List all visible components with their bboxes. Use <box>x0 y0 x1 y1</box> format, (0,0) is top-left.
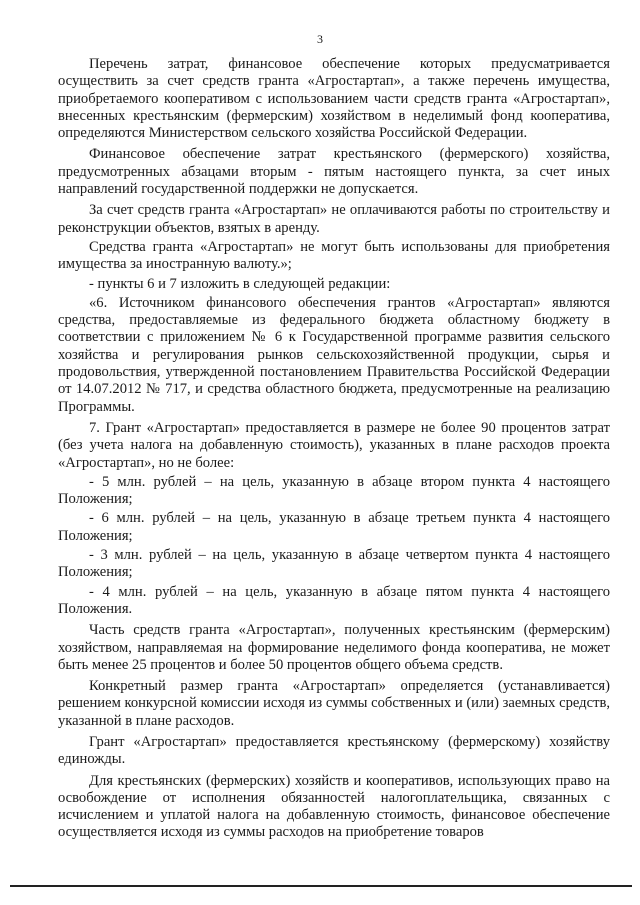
list-item-6-mln: - 6 млн. рублей – на цель, указанную в абзаце третьем пункта 4 настоящего Положения; <box>58 510 610 544</box>
page-number: 3 <box>317 32 323 46</box>
paragraph-indivisible-fund-share: Часть средств гранта «Агростартап», полученных крестьянским (фермерским) хозяйством, направляемая на формирование неделимого фонда кооператива, не может быть менее 25 процентов и более 50 процентов общего объема средств. <box>58 622 610 673</box>
paragraph-no-rented-construction: За счет средств гранта «Агростартап» не оплачиваются работы по строительству и реконструкции объектов, взятых в аренду. <box>58 202 610 236</box>
paragraph-vat-exemption: Для крестьянских (фермерских) хозяйств и кооперативов, использующих право на освобождение от исполнения обязанностей налогоплательщика, связанных с исчислением и уплатой налога на добавленную стоимость, финансовое обеспечение осуществляется исходя из суммы расходов на приобретение товаров <box>58 772 610 841</box>
paragraph-point-6-funding-source: «6. Источником финансового обеспечения грантов «Агростартап» являются средства, предоставляемые из федерального бюджета областному бюджету в соответствии с приложением № 6 к Государственной программе развития сельского хозяйства и регулирования рынков сельскохозяйственной продукции, сырья и продовольствия, утвержденной постановлением Правительства Российской Федерации от 14.07.2012 № 717, и средства областного бюджета, предусмотренные на реализацию Программы. <box>58 294 610 415</box>
paragraph-no-foreign-currency: Средства гранта «Агростартап» не могут быть использованы для приобретения имущества за иностранную валюту.»; <box>58 238 610 273</box>
paragraph-cost-list: Перечень затрат, финансовое обеспечение которых предусматривается осуществить за счет средств гранта «Агростартап», а также перечень имущества, приобретаемого кооперативом с использованием части средств гранта «Агростартап», внесенных крестьянским (фермерским) хозяйством в неделимый фонд кооператива, определяются Министерством сельского хозяйства Российской Федерации. <box>58 56 610 142</box>
paragraph-point-7-grant-size: 7. Грант «Агростартап» предоставляется в размере не более 90 процентов затрат (без учета налога на добавленную стоимость), указанных в плане расходов проекта «Агростартап», но не более: <box>58 419 610 471</box>
bottom-scan-edge-line <box>10 885 632 887</box>
list-item-5-mln: - 5 млн. рублей – на цель, указанную в абзаце втором пункта 4 настоящего Положения; <box>58 473 610 508</box>
paragraph-specific-grant-size: Конкретный размер гранта «Агростартап» определяется (устанавливается) решением конкурсной комиссии исходя из суммы собственных и (или) заемных средств, указанной в плане расходов. <box>58 678 610 729</box>
paragraph-amend-points: - пункты 6 и 7 изложить в следующей редакции: <box>89 275 391 292</box>
list-item-3-mln: - 3 млн. рублей – на цель, указанную в абзаце четвертом пункта 4 настоящего Положения; <box>58 547 610 581</box>
list-item-4-mln: - 4 млн. рублей – на цель, указанную в абзаце пятом пункта 4 настоящего Положения. <box>58 583 610 617</box>
paragraph-grant-once: Грант «Агростартап» предоставляется крестьянскому (фермерскому) хозяйству единожды. <box>58 733 610 768</box>
paragraph-no-other-support: Финансовое обеспечение затрат крестьянского (фермерского) хозяйства, предусмотренных абзацами вторым - пятым настоящего пункта, за счет иных направлений государственной поддержки не допускается. <box>58 146 610 198</box>
document-body <box>58 56 610 846</box>
